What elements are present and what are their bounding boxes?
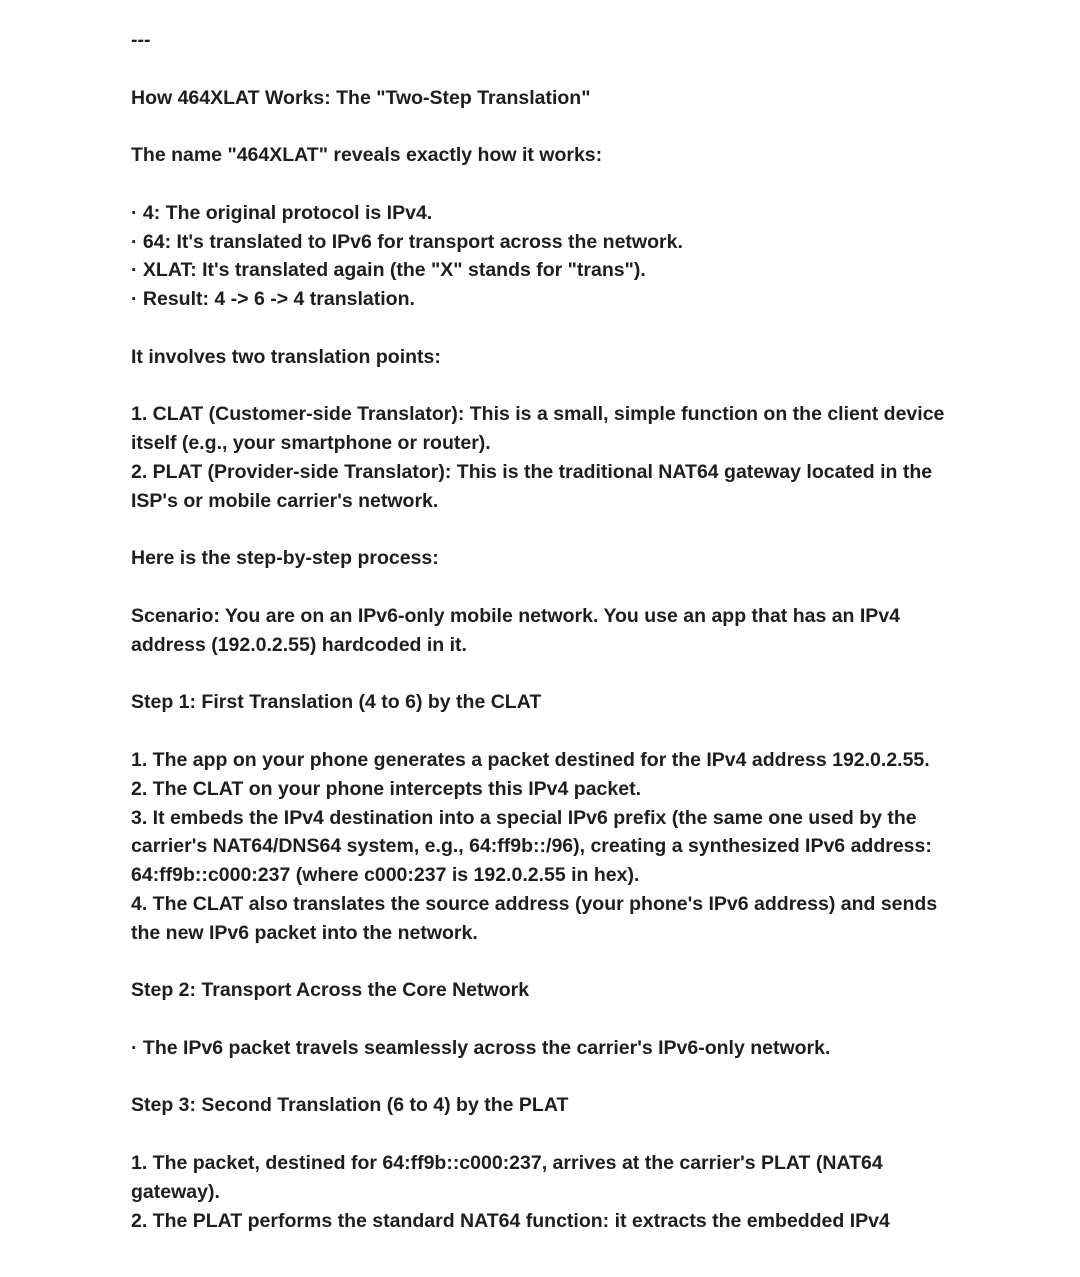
translation-points-list: [131, 400, 961, 515]
name-intro: The name "464XLAT" reveals exactly how it works:: [131, 144, 603, 167]
list-item: 1. The app on your phone generates a packet destined for the IPv4 address 192.0.2.55.: [131, 748, 930, 771]
points-intro: It involves two translation points:: [131, 345, 441, 368]
list-item: · The IPv6 packet travels seamlessly across the carrier's IPv6-only network.: [131, 1036, 831, 1059]
step3-title: Step 3: Second Translation (6 to 4) by the PLAT: [131, 1094, 569, 1117]
list-item: 1. CLAT (Customer-side Translator): This is a small, simple function on the client device itself (e.g., your smartphone or router).: [131, 403, 945, 455]
list-item: 1. The packet, destined for 64:ff9b::c000:237, arrives at the carrier's PLAT (NAT64 gateway).: [131, 1152, 883, 1203]
document-body: [131, 26, 961, 1235]
name-bullet-list: [131, 199, 961, 314]
step2-list: [131, 1034, 961, 1063]
list-item: 2. The CLAT on your phone intercepts this IPv4 packet.: [131, 777, 641, 800]
separator-line: ---: [131, 29, 151, 51]
list-item: 4. The CLAT also translates the source address (your phone's IPv6 address) and sends the new IPv6 packet into the network.: [131, 892, 938, 944]
list-item: 3. It embeds the IPv4 destination into a special IPv6 prefix (the same one used by the carrier's NAT64/DNS64 system, e.g., 64:ff9b::/96), creating a synthesized IPv6 address: 64:ff9b::c000:237 (where c000:237 is 192.0.2.55 in hex).: [131, 806, 932, 887]
step3-list: [131, 1149, 961, 1235]
section-heading: How 464XLAT Works: The "Two-Step Translation": [131, 86, 591, 109]
list-item: · 64: It's translated to IPv6 for transport across the network.: [131, 230, 683, 253]
scenario-text: Scenario: You are on an IPv6-only mobile network. You use an app that has an IPv4 address (192.0.2.55) hardcoded in it.: [131, 604, 901, 656]
step1-list: [131, 746, 961, 948]
list-item: 2. PLAT (Provider-side Translator): This is the traditional NAT64 gateway located in the ISP's or mobile carrier's network.: [131, 460, 933, 512]
step1-title: Step 1: First Translation (4 to 6) by the CLAT: [131, 691, 542, 714]
list-item: · 4: The original protocol is IPv4.: [131, 201, 433, 224]
list-item: · XLAT: It's translated again (the "X" stands for "trans").: [131, 259, 646, 282]
list-item: · Result: 4 -> 6 -> 4 translation.: [131, 288, 415, 311]
step2-title: Step 2: Transport Across the Core Network: [131, 979, 530, 1002]
process-intro: Here is the step-by-step process:: [131, 547, 439, 570]
list-item: 2. The PLAT performs the standard NAT64 function: it extracts the embedded IPv4: [131, 1209, 890, 1232]
